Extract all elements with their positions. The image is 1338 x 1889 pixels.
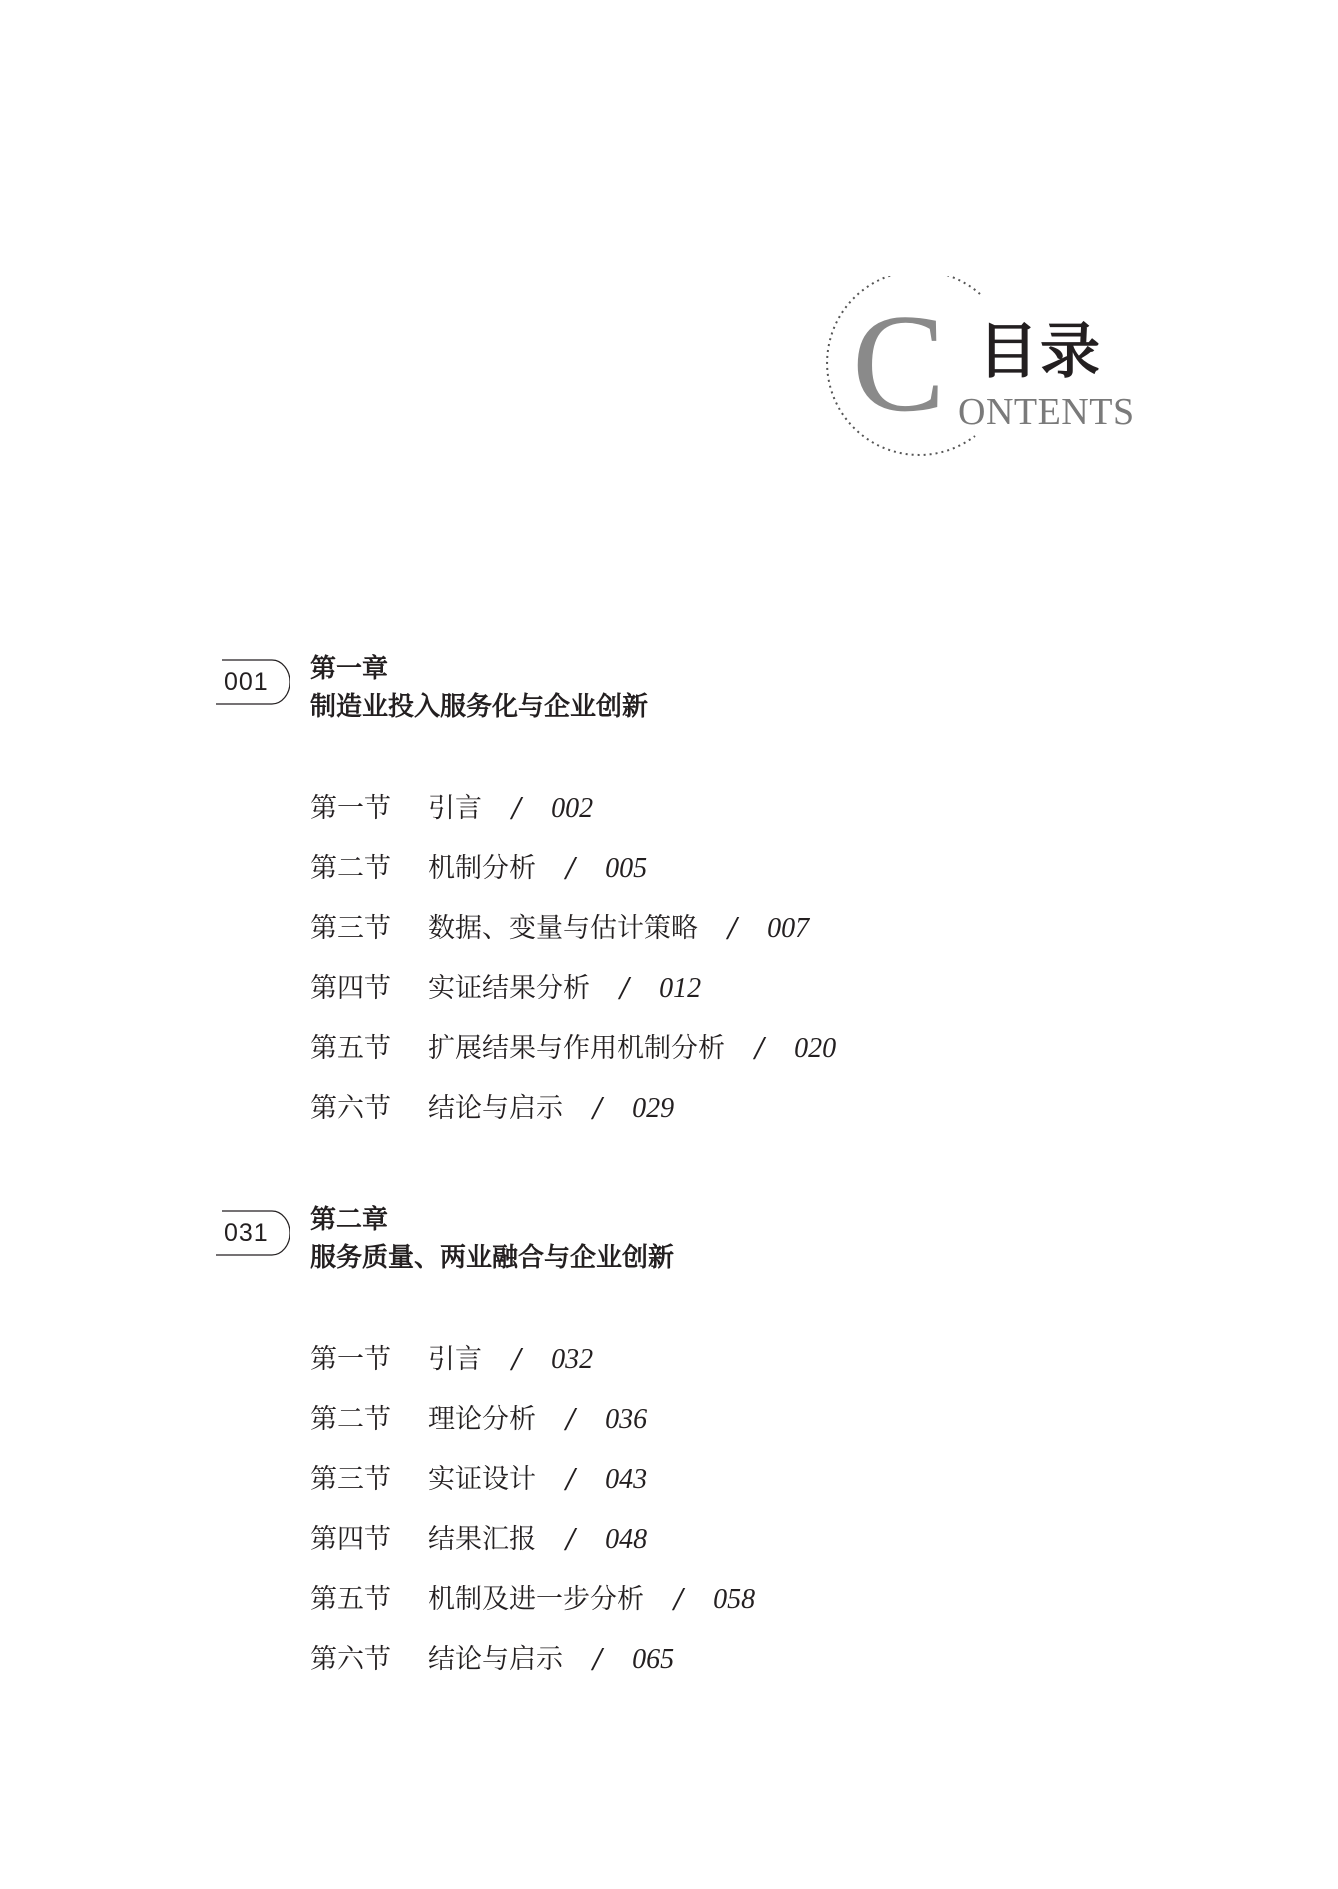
separator-slash: / xyxy=(512,1344,522,1375)
toc-entry[interactable] xyxy=(310,959,836,1019)
chapter-page-number: 001 xyxy=(224,668,269,696)
toc-entry[interactable] xyxy=(310,839,836,899)
separator-slash: / xyxy=(674,1584,684,1615)
section-list xyxy=(310,1330,755,1690)
section-page-number: 007 xyxy=(767,913,810,944)
toc-entry[interactable] xyxy=(310,1079,836,1139)
contents-logo xyxy=(810,276,1140,466)
section-page-number: 020 xyxy=(794,1033,837,1064)
chapter-page-tab[interactable] xyxy=(214,659,290,705)
page-subtitle: ONTENTS xyxy=(958,391,1135,433)
toc-entry[interactable] xyxy=(310,1330,755,1390)
section-number: 第五节 xyxy=(310,1033,391,1064)
section-number: 第六节 xyxy=(310,1644,391,1675)
section-title: 结论与启示 xyxy=(428,1093,563,1124)
section-title: 实证结果分析 xyxy=(428,973,590,1004)
section-page-number: 048 xyxy=(605,1524,648,1555)
section-page-number: 005 xyxy=(605,853,648,884)
separator-slash: / xyxy=(755,1033,765,1064)
page-title: 目录 xyxy=(978,317,1102,387)
separator-slash: / xyxy=(593,1644,603,1675)
toc-entry[interactable] xyxy=(310,1510,755,1570)
section-page-number: 029 xyxy=(632,1093,675,1124)
separator-slash: / xyxy=(566,1404,576,1435)
separator-slash: / xyxy=(566,1524,576,1555)
section-number: 第六节 xyxy=(310,1093,391,1124)
section-page-number: 043 xyxy=(605,1464,648,1495)
section-list xyxy=(310,779,836,1139)
chapter-label: 第一章 xyxy=(310,654,389,684)
toc-entry[interactable] xyxy=(310,1630,755,1690)
toc-entry[interactable] xyxy=(310,1450,755,1510)
toc-entry[interactable] xyxy=(310,1390,755,1450)
chapter-title[interactable]: 服务质量、两业融合与企业创新 xyxy=(310,1243,675,1273)
section-page-number: 012 xyxy=(659,973,702,1004)
separator-slash: / xyxy=(728,913,738,944)
section-title: 扩展结果与作用机制分析 xyxy=(428,1033,725,1064)
separator-slash: / xyxy=(566,853,576,884)
separator-slash: / xyxy=(566,1464,576,1495)
section-number: 第四节 xyxy=(310,1524,391,1555)
toc-entry[interactable] xyxy=(310,899,836,959)
chapter-page-tab[interactable] xyxy=(214,1210,290,1256)
section-title: 引言 xyxy=(428,793,482,824)
section-page-number: 032 xyxy=(551,1344,594,1375)
chapter-page-number: 031 xyxy=(224,1219,269,1247)
section-title: 机制及进一步分析 xyxy=(428,1584,644,1615)
logo-letter: C xyxy=(852,286,946,441)
section-title: 实证设计 xyxy=(428,1464,536,1495)
section-title: 数据、变量与估计策略 xyxy=(428,913,698,944)
section-title: 结论与启示 xyxy=(428,1644,563,1675)
section-number: 第一节 xyxy=(310,1344,391,1375)
section-number: 第一节 xyxy=(310,793,391,824)
chapter-label: 第二章 xyxy=(310,1205,389,1235)
chapter-title[interactable]: 制造业投入服务化与企业创新 xyxy=(310,692,649,722)
section-title: 引言 xyxy=(428,1344,482,1375)
section-title: 机制分析 xyxy=(428,853,536,884)
section-number: 第四节 xyxy=(310,973,391,1004)
toc-entry[interactable] xyxy=(310,1019,836,1079)
section-page-number: 058 xyxy=(713,1584,756,1615)
section-title: 结果汇报 xyxy=(428,1524,536,1555)
section-page-number: 036 xyxy=(605,1404,648,1435)
section-number: 第三节 xyxy=(310,913,391,944)
separator-slash: / xyxy=(620,973,630,1004)
section-page-number: 002 xyxy=(551,793,594,824)
separator-slash: / xyxy=(593,1093,603,1124)
section-number: 第二节 xyxy=(310,1404,391,1435)
section-title: 理论分析 xyxy=(428,1404,536,1435)
separator-slash: / xyxy=(512,793,522,824)
section-number: 第五节 xyxy=(310,1584,391,1615)
toc-entry[interactable] xyxy=(310,1570,755,1630)
section-number: 第二节 xyxy=(310,853,391,884)
toc-entry[interactable] xyxy=(310,779,836,839)
section-page-number: 065 xyxy=(632,1644,675,1675)
section-number: 第三节 xyxy=(310,1464,391,1495)
